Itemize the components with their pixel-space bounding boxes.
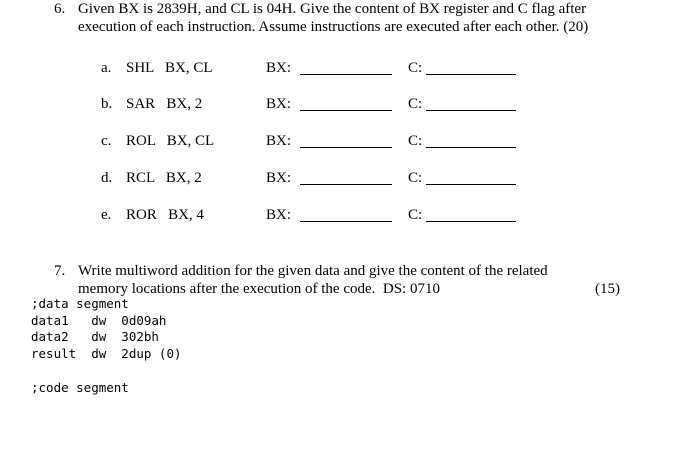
question-6-line-1: Given BX is 2839H, and CL is 04H. Give the content of BX register and C flag after bbox=[78, 1, 587, 17]
question-7-text bbox=[78, 262, 588, 298]
item-letter: a. bbox=[101, 60, 112, 76]
question-6-number: 6. bbox=[54, 1, 66, 17]
c-label: C: bbox=[408, 60, 423, 76]
question-7-line-2: memory locations after the execution of the code. DS: 0710 bbox=[78, 281, 440, 297]
c-answer-blank[interactable] bbox=[426, 74, 516, 75]
question-7-line-1: Write multiword addition for the given data and give the content of the related bbox=[78, 263, 548, 279]
item-instruction: ROL BX, CL bbox=[126, 133, 215, 149]
bx-label: BX: bbox=[266, 60, 292, 76]
c-answer-blank[interactable] bbox=[426, 110, 516, 111]
code-data1-line: data1 dw 0d09ah bbox=[31, 313, 167, 328]
item-row-c bbox=[0, 133, 698, 151]
code-data2-line: data2 dw 302bh bbox=[31, 329, 159, 344]
bx-answer-blank[interactable] bbox=[300, 221, 392, 222]
c-answer-blank[interactable] bbox=[426, 147, 516, 148]
c-answer-blank[interactable] bbox=[426, 184, 516, 185]
code-result-line: result dw 2dup (0) bbox=[31, 346, 182, 361]
item-letter: e. bbox=[101, 207, 112, 223]
bx-answer-blank[interactable] bbox=[300, 74, 392, 75]
question-6-line-2: execution of each instruction. Assume instructions are executed after each other. (20) bbox=[78, 19, 589, 35]
bx-label: BX: bbox=[266, 207, 292, 223]
c-answer-blank[interactable] bbox=[426, 221, 516, 222]
c-label: C: bbox=[408, 170, 423, 186]
question-7-points: (15) bbox=[595, 281, 620, 297]
item-row-d bbox=[0, 170, 698, 188]
item-letter: b. bbox=[101, 96, 113, 112]
bx-answer-blank[interactable] bbox=[300, 184, 392, 185]
c-label: C: bbox=[408, 96, 423, 112]
item-instruction: SAR BX, 2 bbox=[126, 96, 203, 112]
item-row-a bbox=[0, 60, 698, 78]
item-row-e bbox=[0, 207, 698, 225]
item-instruction: ROR BX, 4 bbox=[126, 207, 204, 223]
c-label: C: bbox=[408, 207, 423, 223]
item-letter: d. bbox=[101, 170, 113, 186]
code-data-segment-comment: ;data segment bbox=[31, 296, 129, 311]
item-letter: c. bbox=[101, 133, 112, 149]
question-6-text bbox=[78, 0, 678, 36]
bx-answer-blank[interactable] bbox=[300, 147, 392, 148]
item-instruction: RCL BX, 2 bbox=[126, 170, 202, 186]
item-instruction: SHL BX, CL bbox=[126, 60, 213, 76]
bx-answer-blank[interactable] bbox=[300, 110, 392, 111]
c-label: C: bbox=[408, 133, 423, 149]
item-row-b bbox=[0, 96, 698, 114]
bx-label: BX: bbox=[266, 170, 292, 186]
question-7-number: 7. bbox=[54, 263, 66, 279]
code-code-segment-comment: ;code segment bbox=[31, 380, 129, 395]
bx-label: BX: bbox=[266, 133, 292, 149]
bx-label: BX: bbox=[266, 96, 292, 112]
